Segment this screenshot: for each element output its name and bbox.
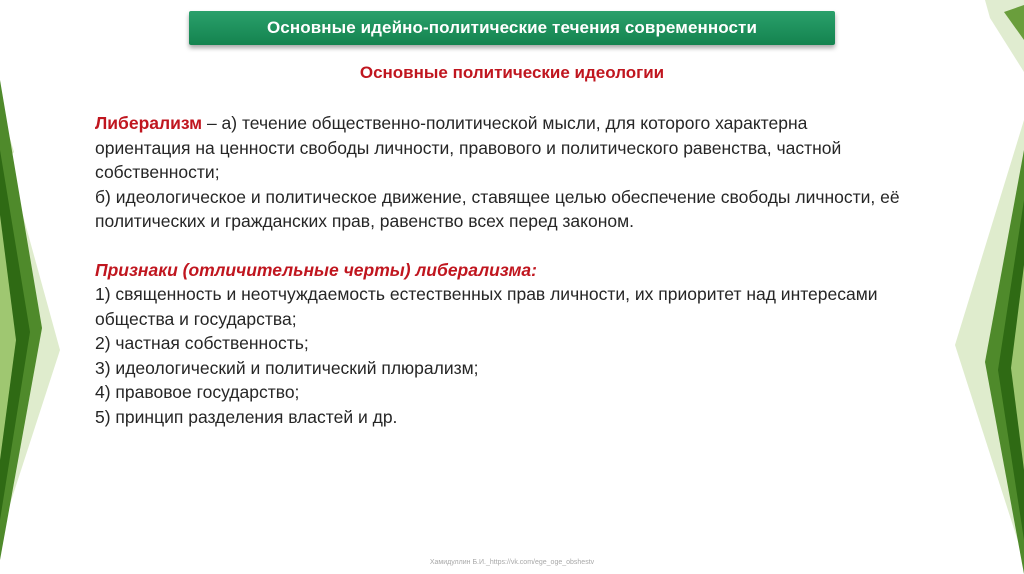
features-heading: Признаки (отличительные черты) либерализма:: [95, 259, 537, 280]
section-heading: Основные политические идеологии: [359, 63, 665, 82]
slide-title: Основные идейно-политические течения современности: [189, 11, 835, 45]
definition-paragraph-a: [95, 111, 905, 185]
list-item: 5) принцип разделения властей и др.: [95, 406, 398, 427]
term: Либерализм: [95, 113, 203, 133]
list-item: 4) правовое государство;: [95, 382, 300, 402]
footer-credit: Хамидуллин Б.И._https://vk.com/ege_oge_obshestv: [429, 559, 595, 566]
list-item: 2) частная собственность;: [95, 333, 309, 353]
list-item: 3) идеологический и политический плюрализм;: [95, 357, 479, 378]
list-item: 1) священность и неотчуждаемость естественных прав личности, их приоритет над интересами общества и государства;: [95, 284, 878, 329]
definition-a-text: – а) течение общественно-политической мысли, для которого характерна ориентация на ценности свободы личности, правового и политического равенства, частной собственности;: [95, 113, 842, 182]
definition-paragraph-b: б) идеологическое и политическое движение, ставящее целью обеспечение свободы личности, её политических и гражданских прав, равенство всех перед законом.: [95, 186, 900, 231]
slide-content: [95, 111, 905, 429]
